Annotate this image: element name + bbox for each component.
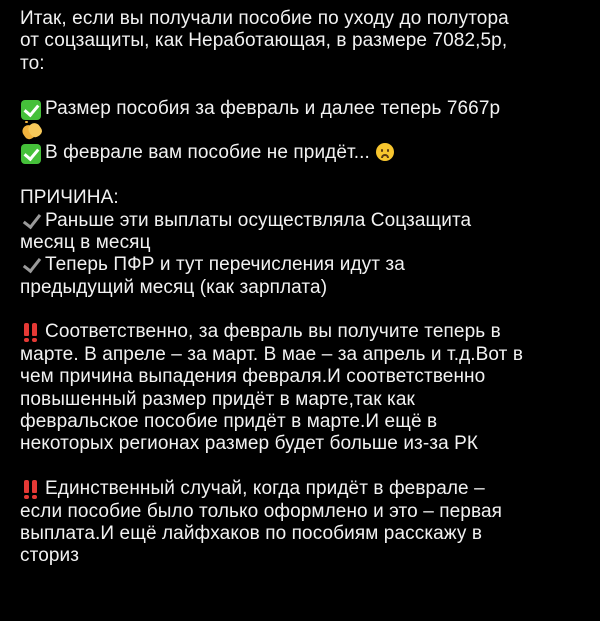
note-line: некоторых регионах размер будет больше из-за РК: [20, 433, 479, 455]
double-exclamation-icon: [20, 478, 45, 500]
blank-line: [20, 456, 588, 478]
intro-line: от соцзащиты, как Неработающая, в размере 7082,5р,: [20, 30, 508, 52]
check-item-text: В феврале вам пособие не придёт...: [45, 142, 370, 164]
reason-line: предыдущий месяц (как зарплата): [20, 276, 328, 298]
intro-line: то:: [20, 52, 45, 74]
note-line: [20, 478, 588, 500]
green-check-box-icon: [20, 98, 45, 120]
note-text: Единственный случай, когда придёт в феврале –: [45, 478, 485, 500]
worried-face-icon: [376, 143, 394, 161]
check-item: [20, 142, 588, 164]
clapping-hands-icon: [20, 120, 45, 142]
note-text: Соответственно, за февраль вы получите теперь в: [45, 321, 501, 343]
blank-line: [20, 299, 588, 321]
note-line: марте. В апреле – за март. В мае – за апрель и т.д.Вот в: [20, 343, 524, 365]
green-check-box-icon: [20, 142, 45, 164]
check-item-text: Размер пособия за февраль и далее теперь 7667р: [45, 97, 501, 119]
reason-text: Раньше эти выплаты осуществляла Соцзащита: [45, 209, 472, 231]
note-line: чем причина выпадения февраля.И соответственно: [20, 366, 486, 388]
note-line: повышенный размер придёт в марте,так как: [20, 388, 415, 410]
reason-line: [20, 254, 588, 276]
check-item: [20, 98, 588, 120]
note-line: [20, 321, 588, 343]
double-exclamation-icon: [20, 321, 45, 343]
reason-heading: ПРИЧИНА:: [20, 187, 119, 209]
note-line: выплата.И ещё лайфхаков по пособиям расскажу в: [20, 522, 483, 544]
check-mark-icon: [20, 254, 45, 276]
reason-line: месяц в месяц: [20, 231, 151, 253]
note-line: февральское пособие придёт в марте.И ещё в: [20, 411, 438, 433]
check-mark-icon: [20, 210, 45, 232]
note-line: сториз: [20, 545, 80, 567]
note-line: если пособие было только оформлено и это – первая: [20, 500, 502, 522]
intro-line: Итак, если вы получали пособие по уходу до полутора: [20, 8, 509, 29]
post-text: [20, 8, 588, 568]
reason-text: Теперь ПФР и тут перечисления идут за: [45, 254, 405, 276]
reason-line: [20, 210, 588, 232]
blank-line: [20, 75, 588, 97]
blank-line: [20, 165, 588, 187]
